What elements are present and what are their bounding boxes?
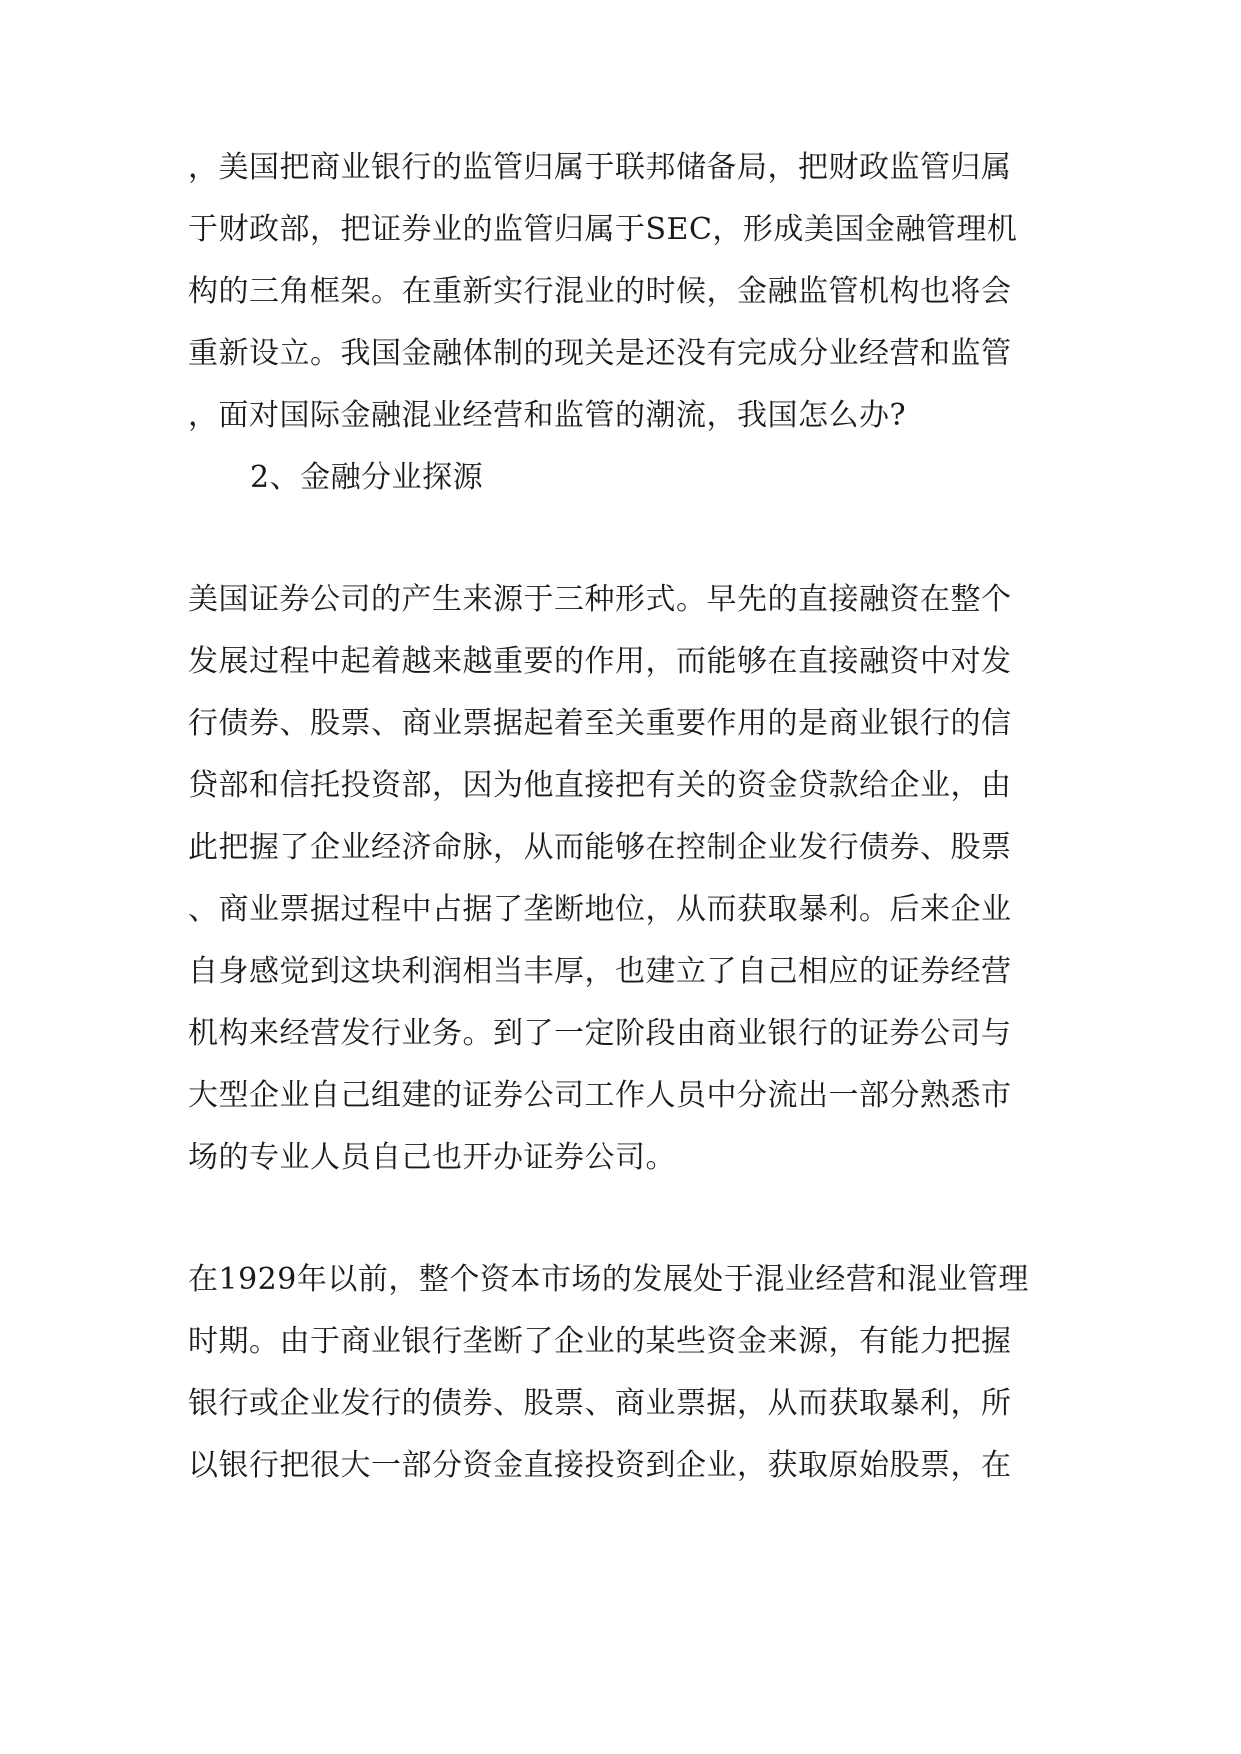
text-line: ，美国把商业银行的监管归属于联邦储备局，把财政监管归属 [188, 150, 1012, 185]
text-line: 场的专业人员自己也开办证券公司。 [188, 1140, 676, 1175]
text-line: 于财政部，把证券业的监管归属于SEC，形成美国金融管理机 [188, 212, 1018, 247]
text-line: 在1929年以前，整个资本市场的发展处于混业经营和混业管理 [188, 1262, 1029, 1297]
text-line: 以银行把很大一部分资金直接投资到企业，获取原始股票，在 [188, 1448, 1012, 1483]
text-line: 发展过程中起着越来越重要的作用，而能够在直接融资中对发 [188, 644, 1012, 679]
text-line: 构的三角框架。在重新实行混业的时候，金融监管机构也将会 [188, 274, 1012, 309]
text-line: 、商业票据过程中占据了垄断地位，从而获取暴利。后来企业 [188, 892, 1012, 927]
text-line: 时期。由于商业银行垄断了企业的某些资金来源，有能力把握 [188, 1324, 1012, 1359]
text-line: 贷部和信托投资部，因为他直接把有关的资金贷款给企业，由 [188, 768, 1012, 803]
text-line: 美国证券公司的产生来源于三种形式。早先的直接融资在整个 [188, 582, 1012, 617]
text-line: 此把握了企业经济命脉，从而能够在控制企业发行债券、股票 [188, 830, 1012, 865]
text-line: 银行或企业发行的债券、股票、商业票据，从而获取暴利，所 [188, 1386, 1012, 1421]
text-line: 大型企业自己组建的证券公司工作人员中分流出一部分熟悉市 [188, 1078, 1012, 1113]
text-line: 重新设立。我国金融体制的现关是还没有完成分业经营和监管 [188, 336, 1012, 371]
text-line: 机构来经营发行业务。到了一定阶段由商业银行的证券公司与 [188, 1016, 1012, 1051]
text-line: ，面对国际金融混业经营和监管的潮流，我国怎么办? [188, 398, 907, 433]
section-heading: 2、金融分业探源 [250, 460, 484, 495]
text-line: 自身感觉到这块利润相当丰厚，也建立了自己相应的证券经营 [188, 954, 1012, 989]
text-line: 行债券、股票、商业票据起着至关重要作用的是商业银行的信 [188, 706, 1012, 741]
